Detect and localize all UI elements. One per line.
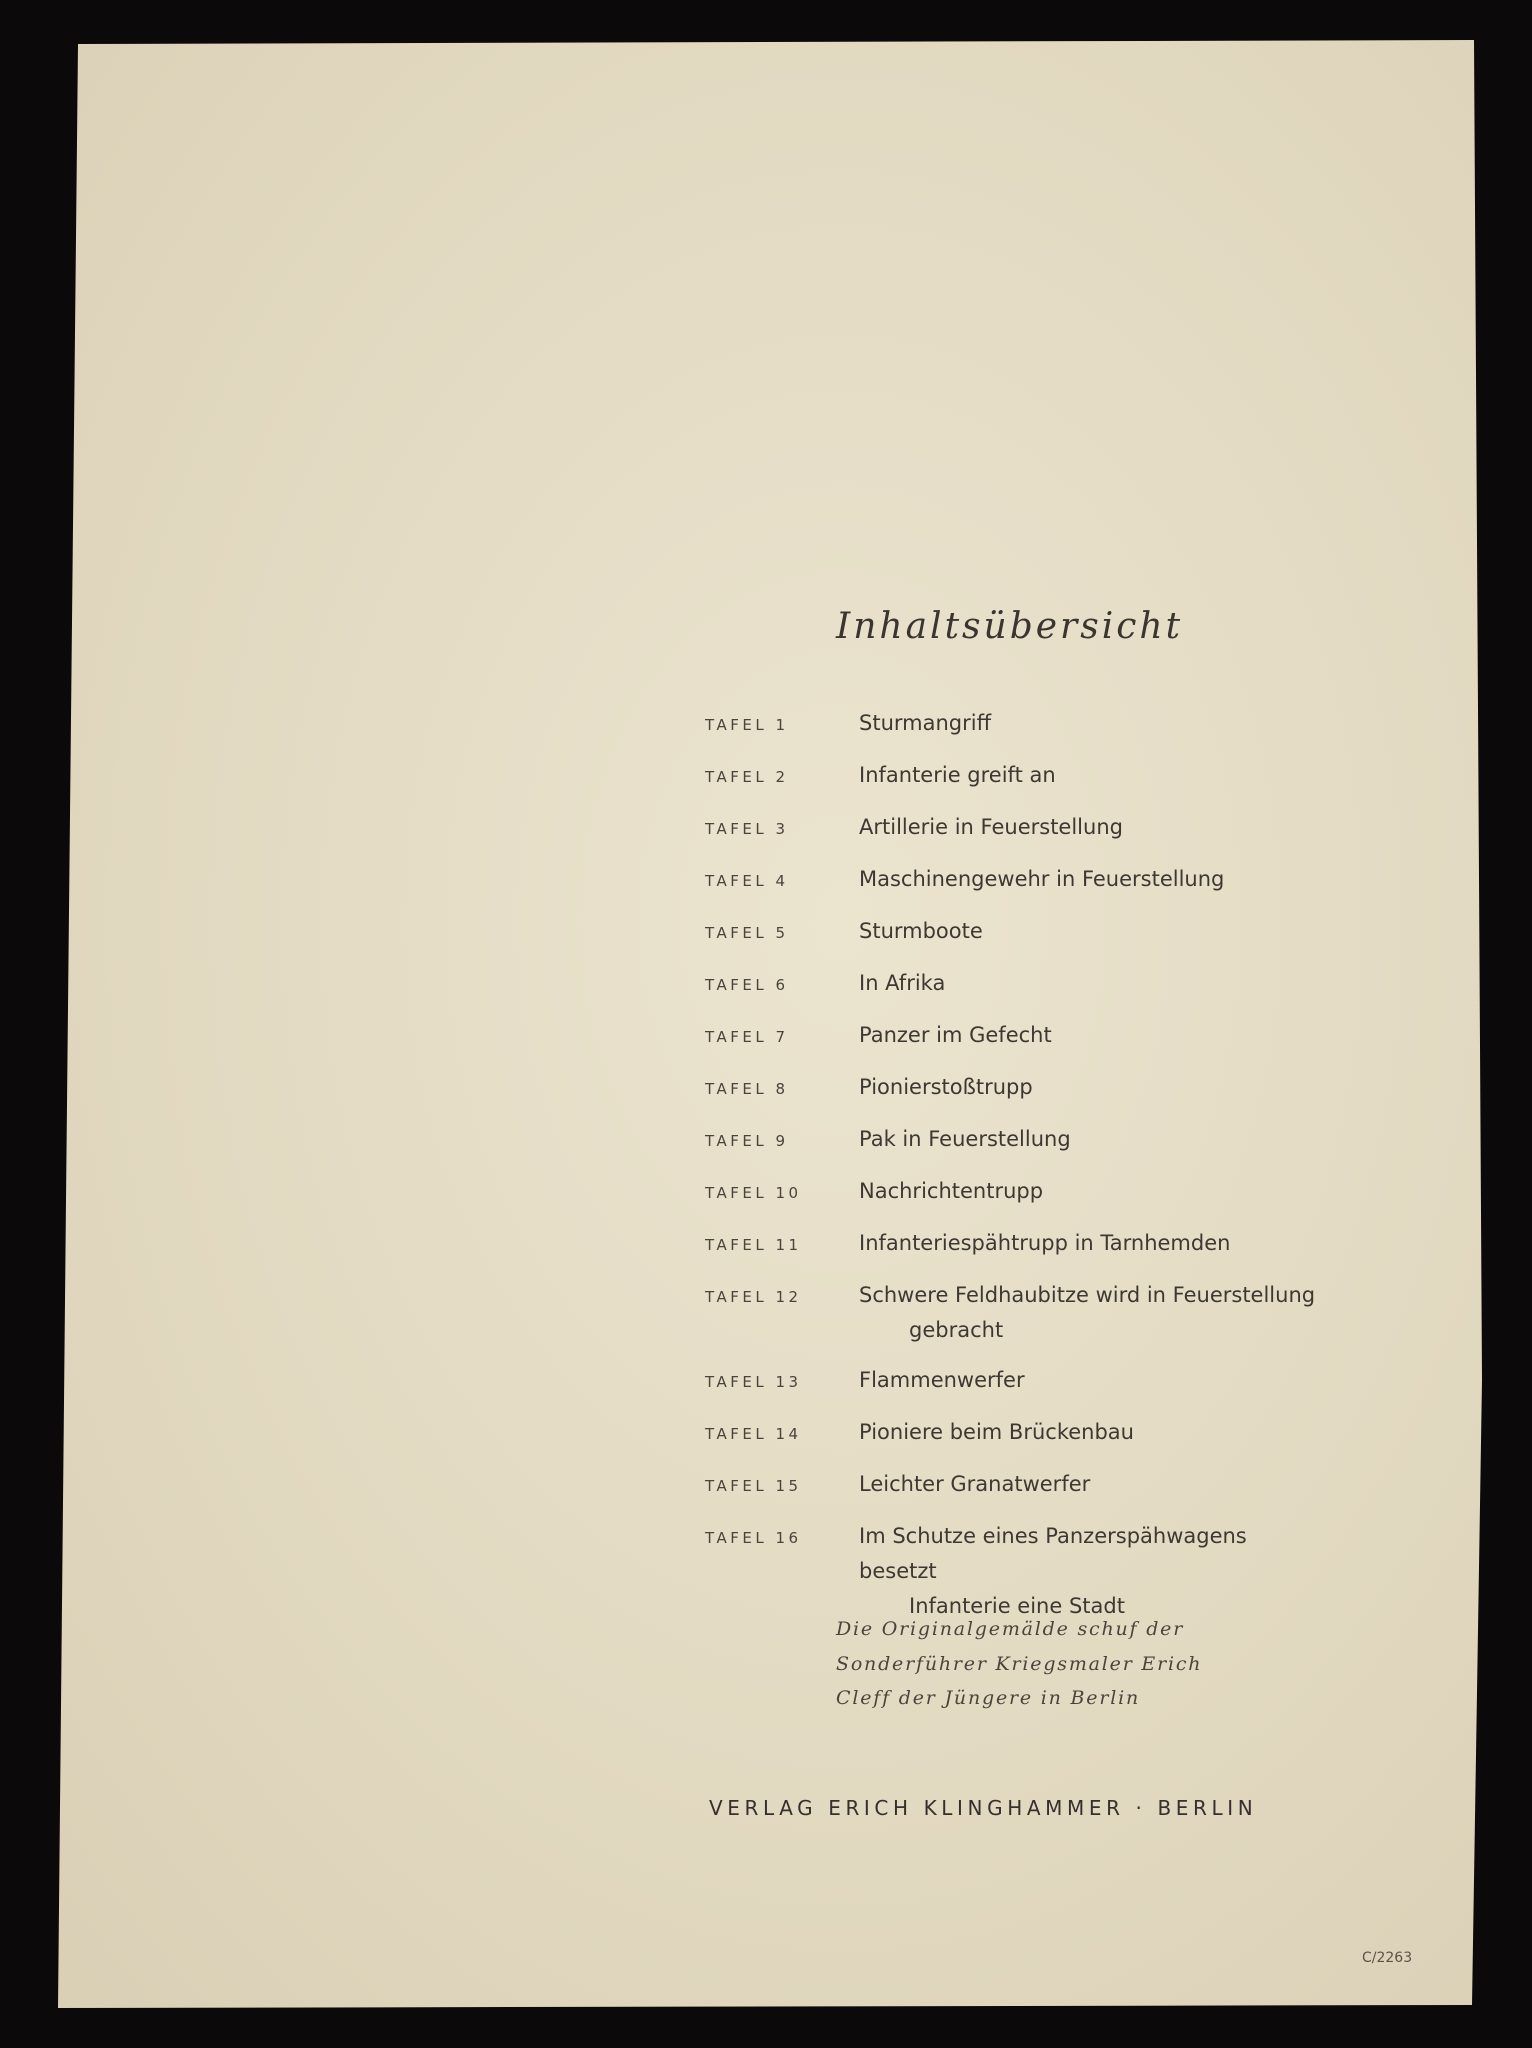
plate-title-line: Leichter Granatwerfer (859, 1472, 1091, 1496)
plate-title (859, 1122, 1329, 1159)
toc-entry (705, 1018, 1425, 1070)
plate-title-continuation: Infanterie eine Stadt (909, 1594, 1125, 1618)
plate-title-line: Pioniere beim Brückenbau (859, 1420, 1134, 1444)
plate-title-line: Flammenwerfer (859, 1368, 1025, 1392)
toc-entry (705, 1278, 1425, 1363)
plate-title (859, 1226, 1329, 1263)
plate-title (859, 1174, 1329, 1211)
plate-title-line: Nachrichtentrupp (859, 1179, 1044, 1203)
toc-entry (705, 862, 1425, 914)
table-of-contents (705, 706, 1425, 1639)
plate-label: TAFEL 1 (705, 716, 789, 734)
plate-title (859, 1467, 1329, 1504)
plate-title (859, 810, 1329, 847)
toc-entry (705, 1122, 1425, 1174)
plate-title (859, 1519, 1329, 1624)
plate-title-line: Infanteriespähtrupp in Tarnhemden (859, 1231, 1231, 1255)
plate-title (859, 914, 1329, 951)
plate-label: TAFEL 7 (705, 1028, 789, 1046)
plate-title (859, 1278, 1329, 1348)
plate-label: TAFEL 16 (705, 1529, 802, 1547)
plate-title (859, 1363, 1329, 1400)
plate-title (859, 862, 1329, 899)
credit-line: Die Originalgemälde schuf der (836, 1618, 1185, 1640)
toc-entry (705, 706, 1425, 758)
plate-title (859, 1018, 1329, 1055)
plate-title (859, 1070, 1329, 1107)
toc-entry (705, 914, 1425, 966)
plate-title-line: Pak in Feuerstellung (859, 1127, 1071, 1151)
toc-entry (705, 1070, 1425, 1122)
plate-title-line: In Afrika (859, 971, 946, 995)
publisher-imprint: VERLAG ERICH KLINGHAMMER · BERLIN (709, 1796, 1258, 1820)
plate-title-line: Sturmboote (859, 919, 983, 943)
plate-title-line: Pionierstoßtrupp (859, 1075, 1033, 1099)
plate-title (859, 1415, 1329, 1452)
plate-label: TAFEL 8 (705, 1080, 789, 1098)
artist-credit (836, 1612, 1202, 1716)
plate-title-line: Infanterie greift an (859, 763, 1056, 787)
plate-label: TAFEL 2 (705, 768, 789, 786)
plate-title-line: Panzer im Gefecht (859, 1023, 1052, 1047)
plate-title (859, 758, 1329, 795)
plate-label: TAFEL 12 (705, 1288, 802, 1306)
plate-title-line: Maschinengewehr in Feuerstellung (859, 867, 1225, 891)
plate-title-line: Im Schutze eines Panzerspähwagens besetzt (859, 1524, 1247, 1583)
plate-label: TAFEL 4 (705, 872, 789, 890)
page-title: Inhaltsübersicht (836, 606, 1184, 647)
plate-label: TAFEL 3 (705, 820, 789, 838)
toc-entry (705, 758, 1425, 810)
toc-entry (705, 966, 1425, 1018)
plate-title-line: Sturmangriff (859, 711, 992, 735)
toc-entry (705, 1363, 1425, 1415)
plate-title-continuation: gebracht (909, 1318, 1004, 1342)
plate-title (859, 706, 1329, 743)
plate-label: TAFEL 5 (705, 924, 789, 942)
plate-label: TAFEL 9 (705, 1132, 789, 1150)
plate-label: TAFEL 13 (705, 1373, 802, 1391)
plate-title-line: Artillerie in Feuerstellung (859, 815, 1123, 839)
toc-entry (705, 1467, 1425, 1519)
plate-label: TAFEL 10 (705, 1184, 802, 1202)
toc-entry (705, 1226, 1425, 1278)
plate-title (859, 966, 1329, 1003)
catalog-code: C/2263 (1362, 1950, 1413, 1966)
plate-title-line: Schwere Feldhaubitze wird in Feuerstellung (859, 1283, 1316, 1307)
toc-entry (705, 1174, 1425, 1226)
plate-label: TAFEL 6 (705, 976, 789, 994)
plate-label: TAFEL 11 (705, 1236, 802, 1254)
credit-line: Cleff der Jüngere in Berlin (836, 1687, 1140, 1709)
toc-entry (705, 810, 1425, 862)
toc-entry (705, 1415, 1425, 1467)
plate-label: TAFEL 14 (705, 1425, 802, 1443)
plate-label: TAFEL 15 (705, 1477, 802, 1495)
credit-line: Sonderführer Kriegsmaler Erich (836, 1652, 1203, 1675)
